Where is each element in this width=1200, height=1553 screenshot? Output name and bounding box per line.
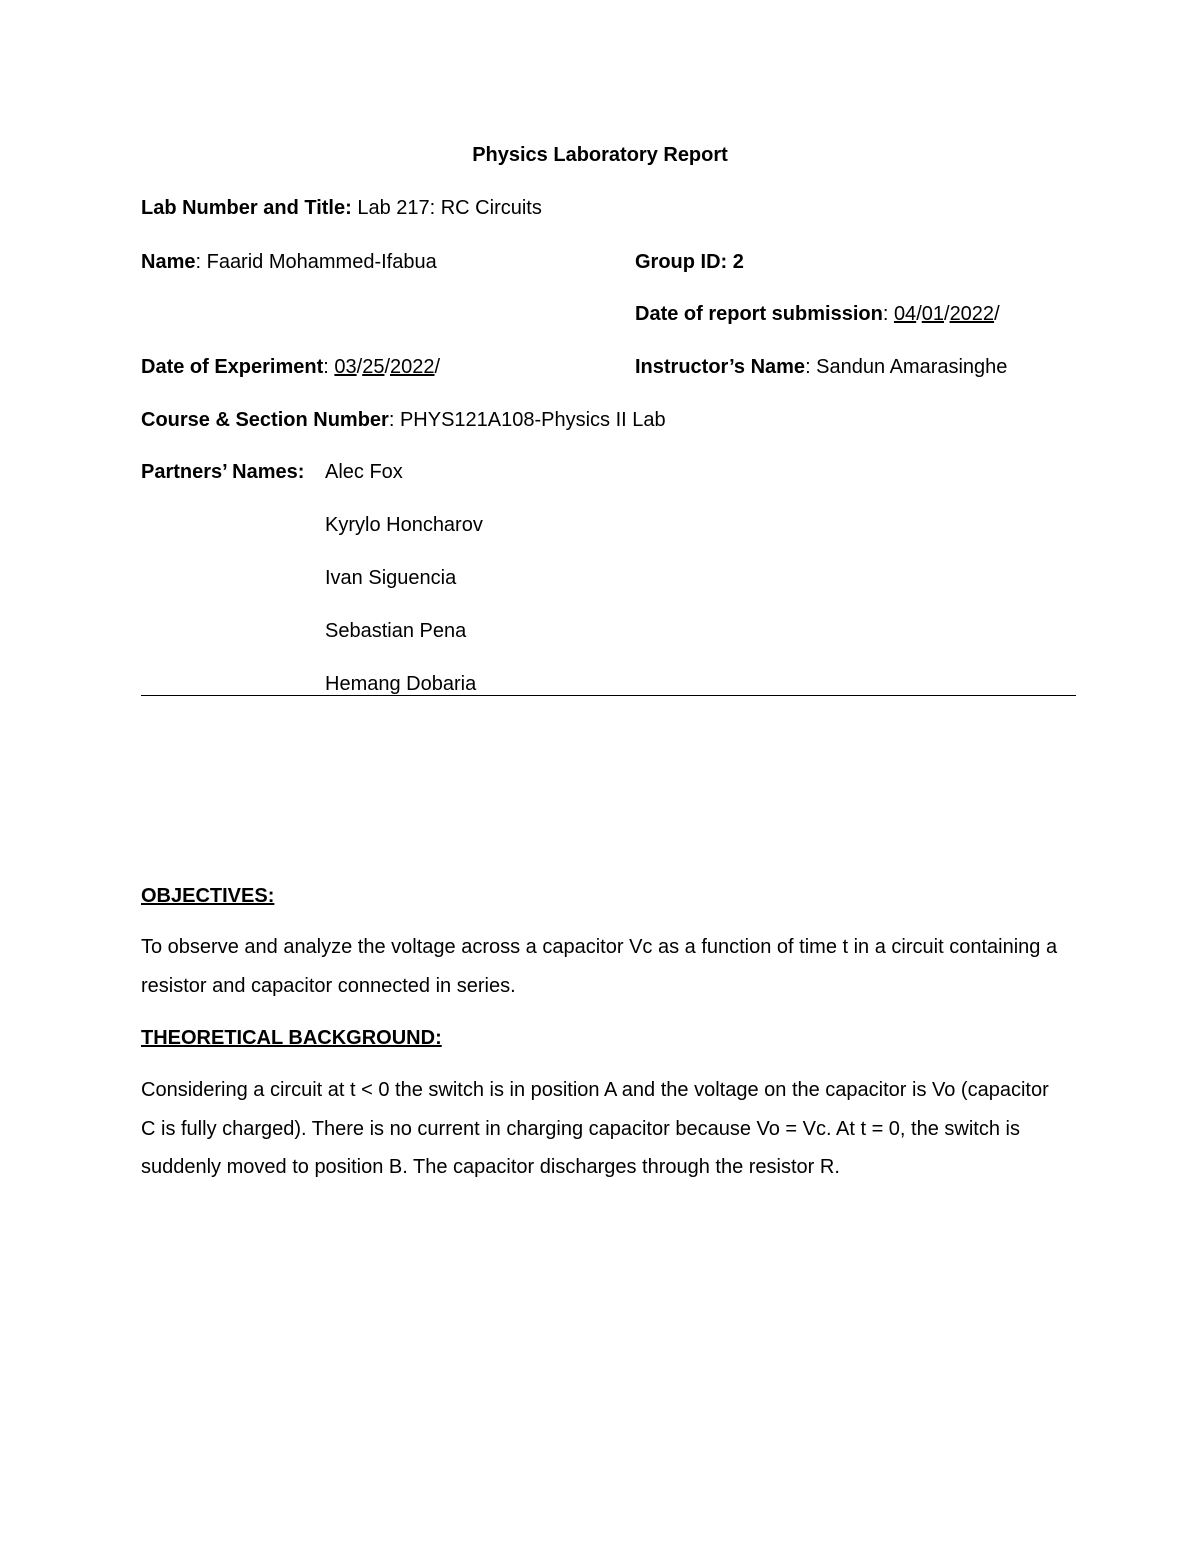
name-label: Name [141, 251, 196, 273]
name-value: : Faarid Mohammed-Ifabua [195, 251, 437, 273]
submission-date-row [635, 302, 1000, 326]
objectives-text: To observe and analyze the voltage across a capacitor Vc as a function of time t in a circuit containing a resistor and capacitor connected in series. [141, 936, 1058, 997]
date-separator: / [944, 303, 950, 325]
experiment-colon: : [323, 356, 335, 378]
date-separator: / [356, 356, 363, 378]
course-label: Course & Section Number [141, 409, 389, 431]
group-id: Group ID: 2 [635, 251, 744, 273]
experiment-label: Date of Experiment [141, 356, 324, 378]
background-text: Considering a circuit at t < 0 the switch is in position A and the voltage on the capacitor is Vo (capacitor C is fully charged). There is no current in charging capacitor because Vo = Vc. At t = 0, the switch is suddenly moved to position B. The capacitor discharges through the resistor R. [141, 1079, 1049, 1178]
instructor-value: : Sandun Amarasinghe [805, 356, 1008, 378]
date-separator: / [916, 303, 922, 325]
partner-name: Hemang Dobaria [325, 673, 477, 695]
background-heading: THEORETICAL BACKGROUND: [141, 1027, 442, 1049]
course-value: : PHYS121A108-Physics II Lab [388, 409, 666, 431]
course-row [141, 408, 666, 432]
submission-day: 01 [921, 303, 944, 325]
submission-label: Date of report submission [635, 303, 883, 325]
experiment-month: 03 [334, 356, 357, 378]
lab-value: Lab 217: RC Circuits [357, 197, 542, 219]
name-row [141, 250, 437, 274]
instructor-label: Instructor’s Name [635, 356, 806, 378]
partner-name: Ivan Siguencia [325, 567, 457, 589]
experiment-date-row [141, 355, 440, 379]
date-separator: / [384, 356, 391, 378]
report-title: Physics Laboratory Report [472, 144, 728, 166]
header-divider [141, 695, 1076, 696]
lab-label: Lab Number and Title: [141, 197, 352, 219]
date-separator: / [994, 303, 1000, 325]
date-separator: / [434, 356, 441, 378]
submission-year: 2022 [949, 303, 995, 325]
submission-month: 04 [893, 303, 917, 325]
experiment-year: 2022 [390, 356, 435, 378]
lab-number-title-row [141, 196, 542, 220]
objectives-heading: OBJECTIVES: [141, 885, 275, 907]
partners-label: Partners’ Names: [141, 461, 305, 483]
partner-name: Sebastian Pena [325, 620, 467, 642]
partner-name: Kyrylo Honcharov [325, 514, 483, 536]
instructor-row [635, 355, 1007, 379]
experiment-day: 25 [362, 356, 385, 378]
submission-colon: : [882, 303, 894, 325]
partner-name: Alec Fox [325, 461, 403, 483]
